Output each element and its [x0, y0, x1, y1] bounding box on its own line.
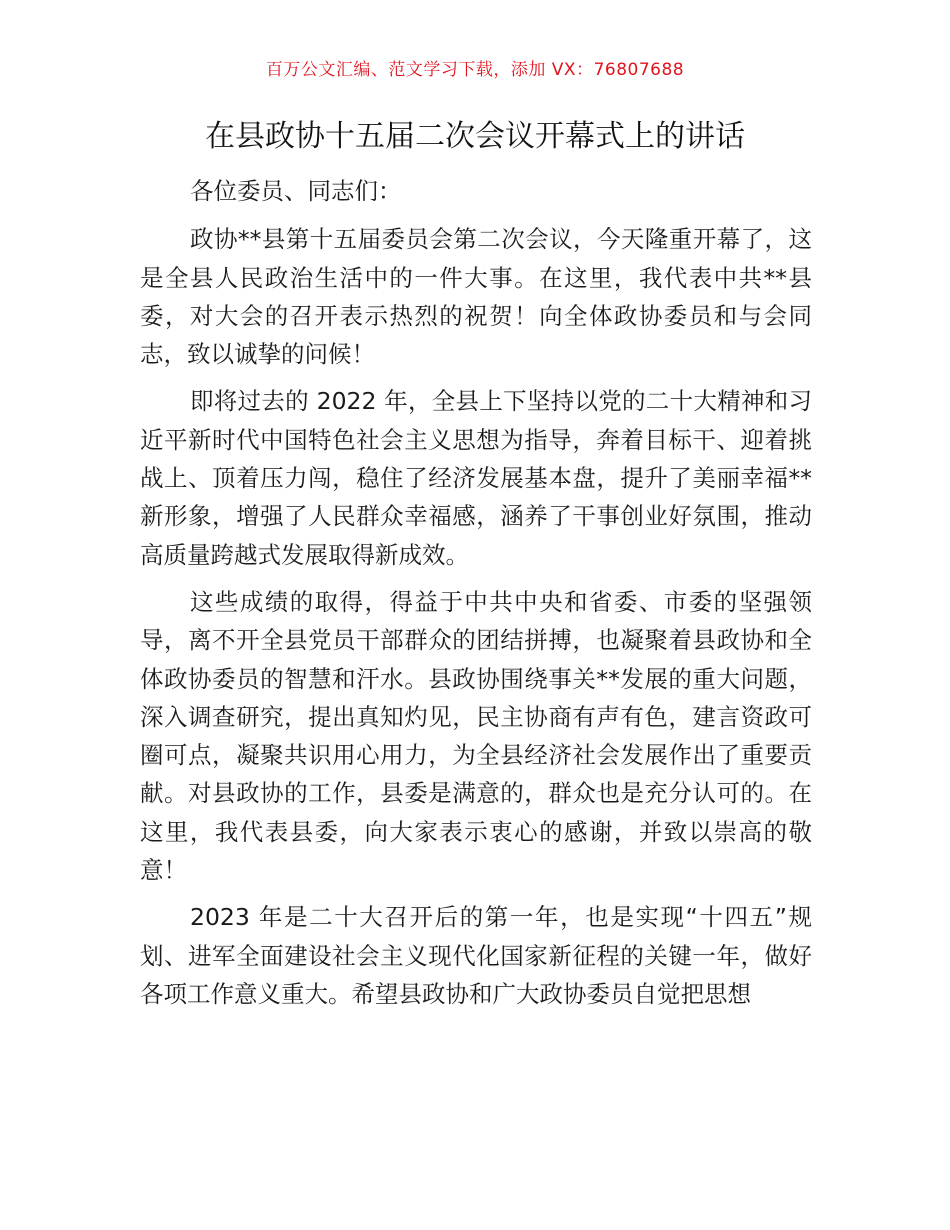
- salutation: 各位委员、同志们：: [190, 177, 402, 205]
- header-ad-note: 百万公文汇编、范文学习下载，添加 VX：76807688: [265, 60, 685, 80]
- document-body: [140, 172, 812, 1022]
- paragraph-expectations: 2023 年是二十大召开后的第一年，也是实现“十四五”规划、进军全面建设社会主义现代化国家新征程的关键一年，做好各项工作意义重大。希望县政协和广大政协委员自觉把思想: [140, 903, 812, 1008]
- paragraph-achievements: 即将过去的 2022 年，全县上下坚持以党的二十大精神和习近平新时代中国特色社会主义思想为指导，奔着目标干、迎着挑战上、顶着压力闯，稳住了经济发展基本盘，提升了美丽幸福**新形象，增强了人民群众幸福感，涵养了干事创业好氛围，推动高质量跨越式发展取得新成效。: [140, 387, 812, 569]
- paragraph-acknowledgement: 这些成绩的取得，得益于中共中央和省委、市委的坚强领导，离不开全县党员干部群众的团结拼搏，也凝聚着县政协和全体政协委员的智慧和汗水。县政协围绕事关**发展的重大问题，深入调查研究，提出真知灼见，民主协商有声有色，建言资政可圈可点，凝聚共识用心用力，为全县经济社会发展作出了重要贡献。对县政协的工作，县委是满意的，群众也是充分认可的。在这里，我代表县委，向大家表示衷心的感谢，并致以崇高的敬意！: [140, 587, 812, 885]
- paragraph-opening: 政协**县第十五届委员会第二次会议，今天隆重开幕了，这是全县人民政治生活中的一件大事。在这里，我代表中共**县委，对大会的召开表示热烈的祝贺！向全体政协委员和与会同志，致以诚挚的问候！: [140, 225, 812, 369]
- document-title: 在县政协十五届二次会议开幕式上的讲话: [205, 119, 745, 154]
